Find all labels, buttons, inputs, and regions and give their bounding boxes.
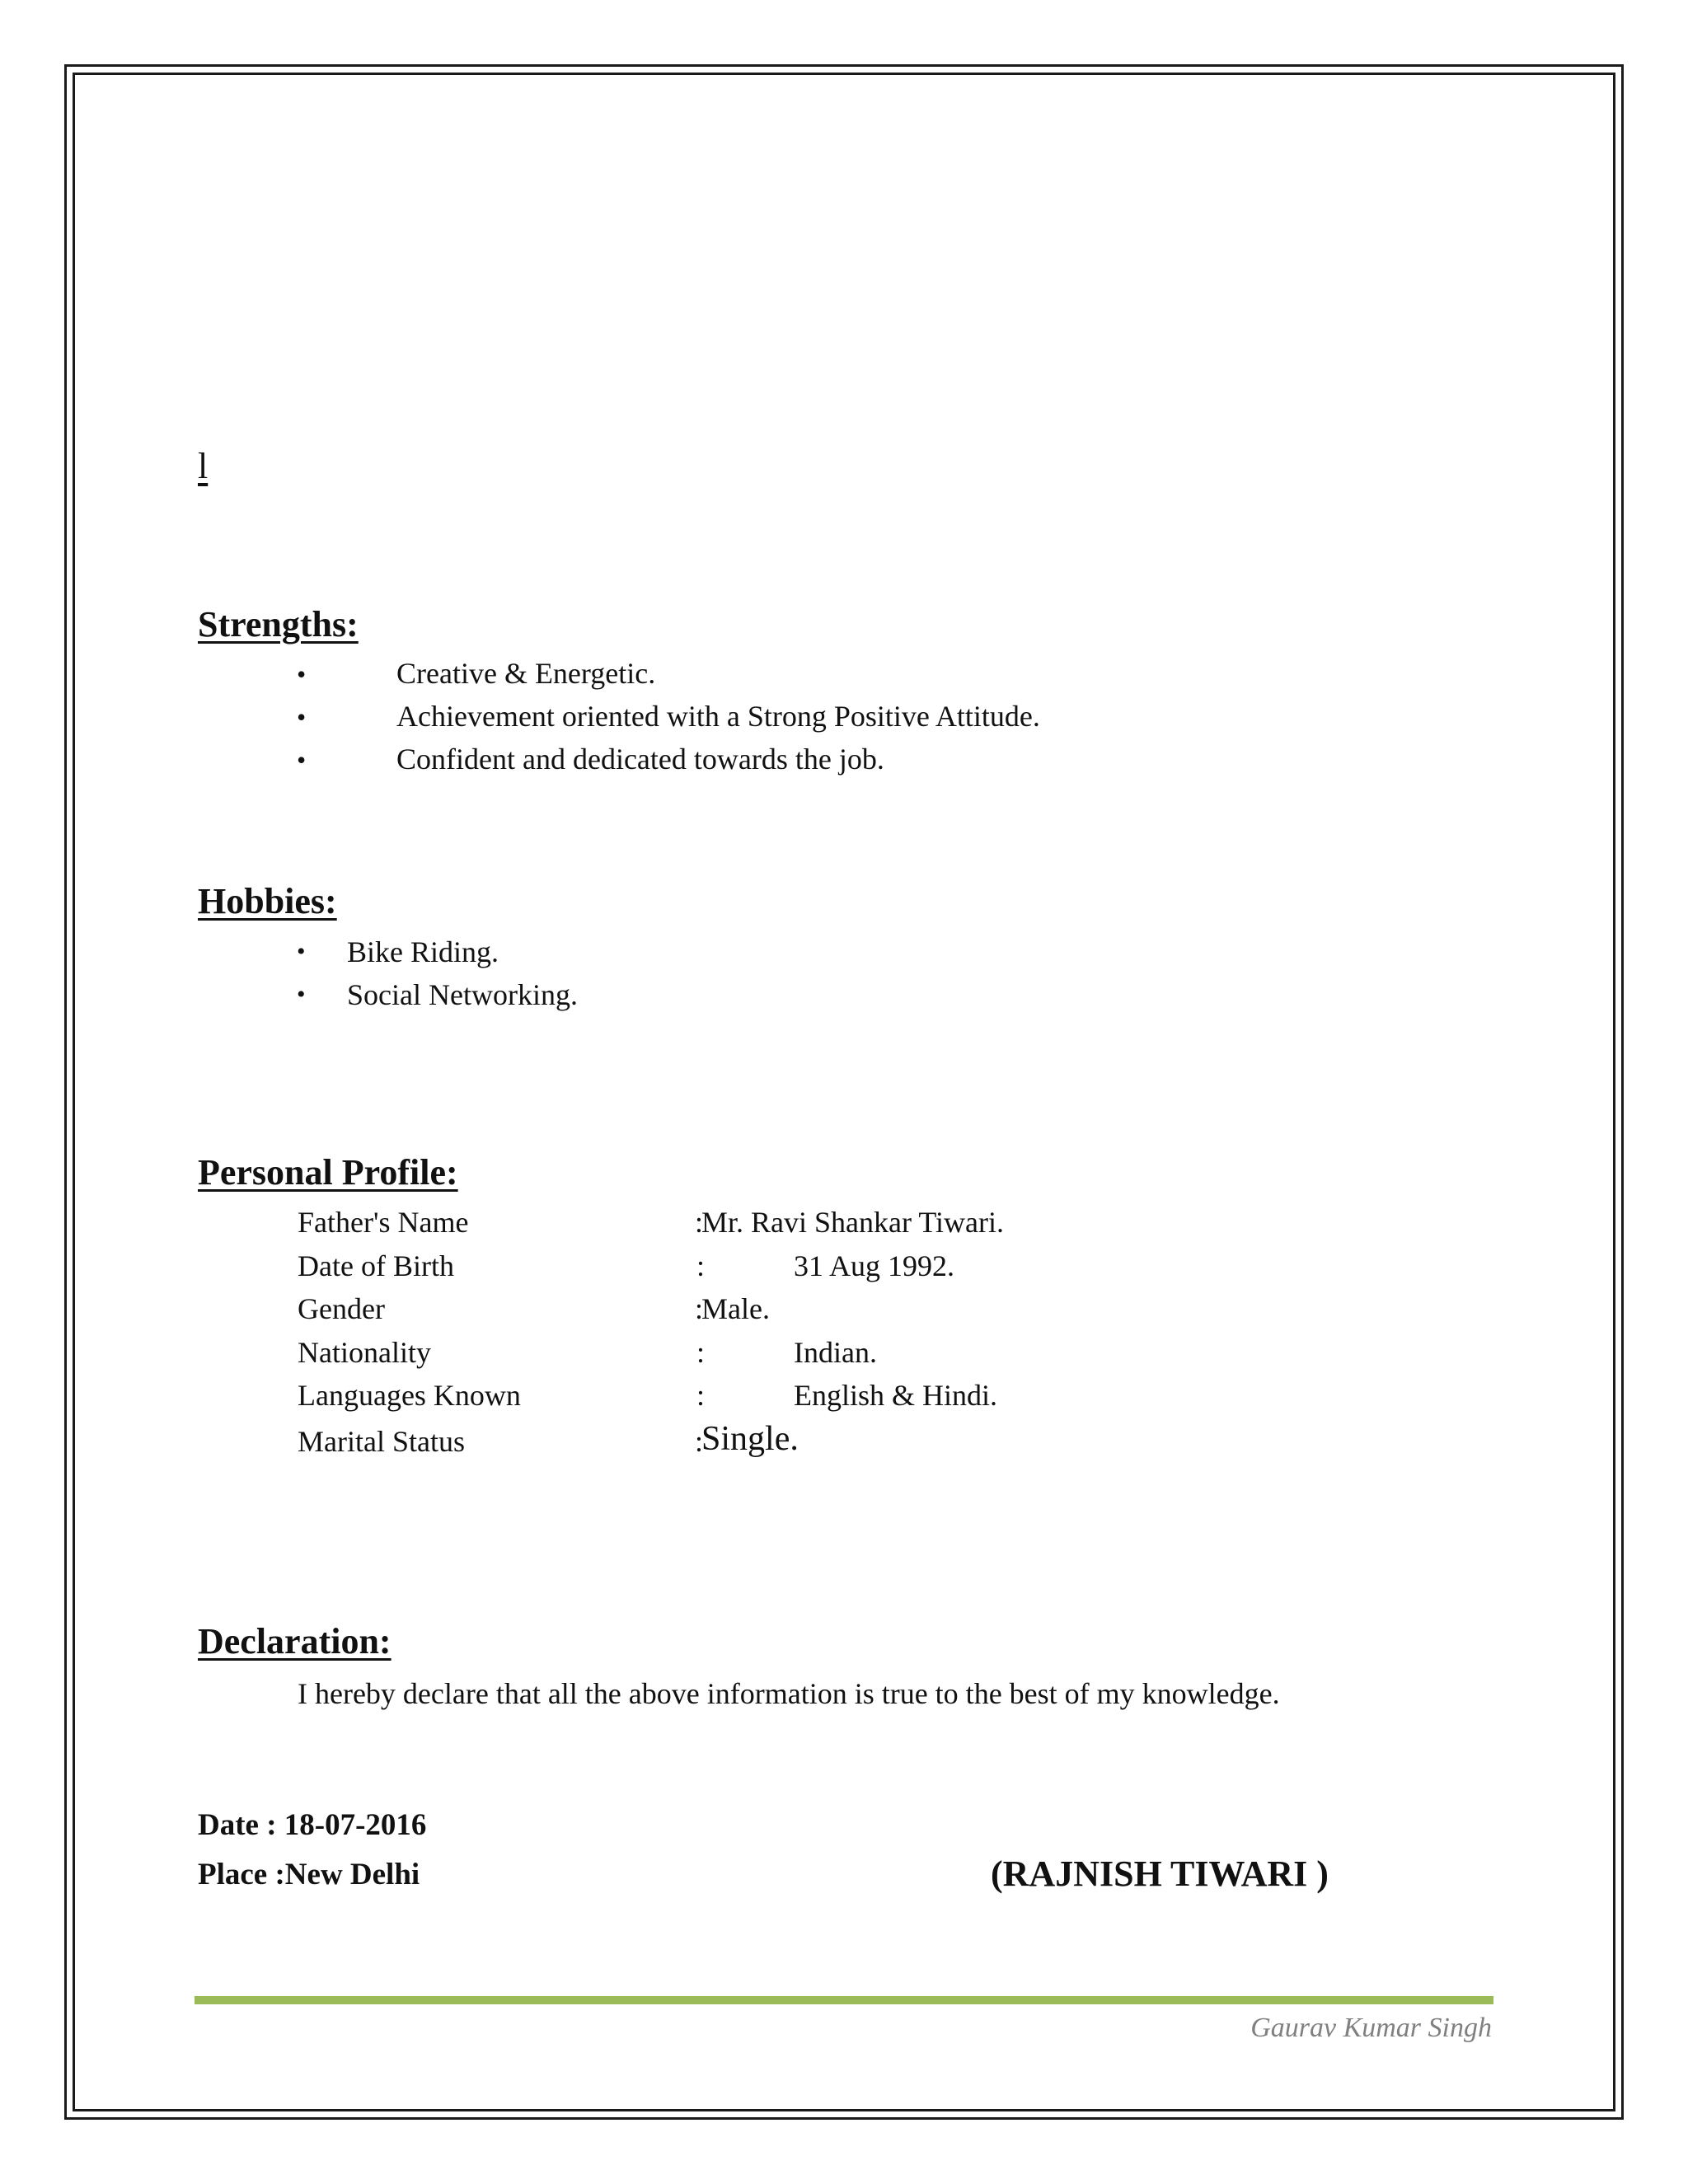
strengths-bullet: •: [297, 745, 307, 775]
personal-profile-heading: Personal Profile:: [198, 1152, 458, 1193]
profile-separator: :: [696, 1379, 706, 1412]
profile-value: English & Hindi.: [794, 1379, 998, 1412]
signature-name: (RAJNISH TIWARI ): [991, 1854, 1329, 1894]
profile-separator: :: [695, 1292, 704, 1325]
strengths-bullet: •: [297, 702, 307, 732]
profile-separator: :: [695, 1425, 704, 1458]
declaration-heading: Declaration:: [198, 1621, 392, 1661]
profile-separator: :: [695, 1206, 704, 1239]
profile-separator: :: [696, 1336, 706, 1369]
hobby-item: Social Networking.: [347, 978, 578, 1011]
strength-item: Achievement oriented with a Strong Positive Attitude.: [396, 700, 1040, 733]
footer-rule: [195, 1996, 1493, 2004]
profile-value: Mr. Ravi Shankar Tiwari.: [701, 1206, 1005, 1239]
profile-label: Gender: [298, 1292, 385, 1325]
hobbies-heading: Hobbies:: [198, 881, 337, 921]
strengths-heading: Strengths:: [198, 604, 359, 644]
strengths-bullet: •: [297, 659, 307, 689]
footer-name: Gaurav Kumar Singh: [1250, 2013, 1492, 2043]
stray-mark: l: [198, 446, 209, 486]
profile-value: Single.: [701, 1420, 799, 1458]
profile-value: Indian.: [794, 1336, 877, 1369]
declaration-text: I hereby declare that all the above information is true to the best of my knowledge.: [298, 1677, 1280, 1710]
place-line: Place :New Delhi: [198, 1858, 420, 1891]
profile-label: Marital Status: [298, 1425, 465, 1458]
hobbies-bullet: •: [297, 938, 306, 965]
date-line: Date : 18-07-2016: [198, 1808, 427, 1842]
page-border-inner: [73, 73, 1615, 2111]
profile-label: Languages Known: [298, 1379, 521, 1412]
profile-label: Nationality: [298, 1336, 431, 1369]
profile-label: Date of Birth: [298, 1249, 454, 1282]
strength-item: Creative & Energetic.: [396, 657, 656, 690]
profile-value: 31 Aug 1992.: [794, 1249, 955, 1282]
hobby-item: Bike Riding.: [347, 935, 499, 968]
profile-separator: :: [696, 1249, 706, 1282]
strength-item: Confident and dedicated towards the job.: [396, 743, 884, 776]
hobbies-bullet: •: [297, 981, 306, 1008]
profile-label: Father's Name: [298, 1206, 469, 1239]
profile-value: Male.: [701, 1292, 770, 1325]
